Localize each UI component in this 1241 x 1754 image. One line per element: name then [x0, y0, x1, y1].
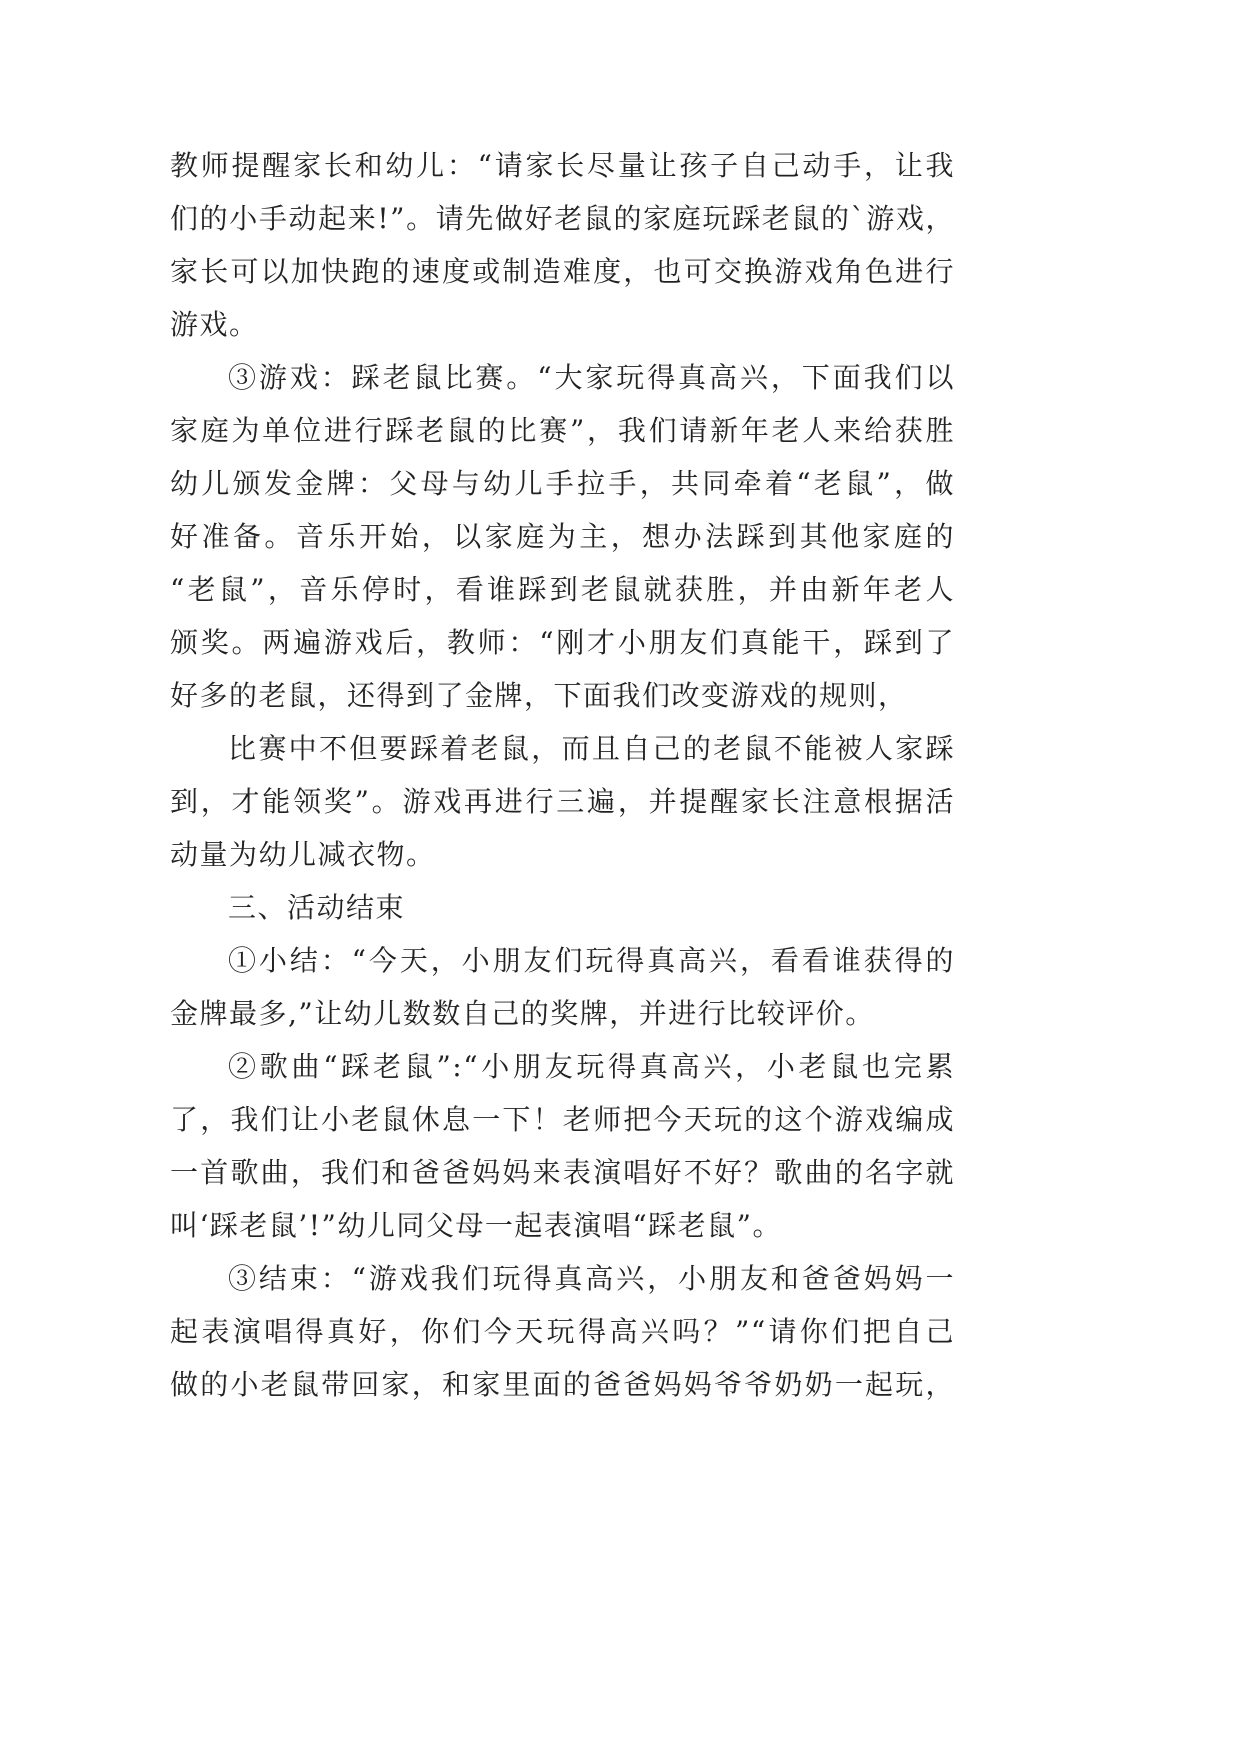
- text-line: 教师提醒家长和幼儿：“请家长尽量让孩子自己动手，让我: [170, 149, 955, 182]
- text-line: 颁奖。两遍游戏后，教师：“刚才小朋友们真能干，踩到了: [170, 626, 955, 659]
- text-line: “老鼠”，音乐停时，看谁踩到老鼠就获胜，并由新年老人: [170, 573, 955, 606]
- text-line: ③结束：“游戏我们玩得真高兴，小朋友和爸爸妈妈一: [228, 1262, 955, 1295]
- paragraph: [170, 1252, 955, 1411]
- text-line: 比赛中不但要踩着老鼠，而且自己的老鼠不能被人家踩: [228, 732, 955, 765]
- paragraph: [170, 934, 955, 1040]
- text-line: 们的小手动起来!”。请先做好老鼠的家庭玩踩老鼠的`游戏，: [170, 202, 955, 235]
- text-line: 家庭为单位进行踩老鼠的比赛”，我们请新年老人来给获胜: [170, 414, 955, 447]
- text-line: 起表演唱得真好，你们今天玩得高兴吗？”“请你们把自己: [170, 1315, 955, 1348]
- section-heading: 三、活动结束: [228, 891, 406, 924]
- text-line: 到，才能领奖”。游戏再进行三遍，并提醒家长注意根据活: [170, 785, 955, 818]
- paragraph: [170, 351, 955, 722]
- text-line: 叫‘踩老鼠’!”幼儿同父母一起表演唱“踩老鼠”。: [170, 1209, 782, 1242]
- paragraph: [170, 1040, 955, 1252]
- text-line: ③游戏：踩老鼠比赛。“大家玩得真高兴，下面我们以: [228, 361, 955, 394]
- paragraph: [170, 881, 955, 934]
- paragraph: [170, 139, 955, 351]
- text-line: 动量为幼儿减衣物。: [170, 838, 436, 871]
- text-line: 了，我们让小老鼠休息一下！老师把今天玩的这个游戏编成: [170, 1103, 955, 1136]
- page-body: [170, 139, 955, 1411]
- text-line: 好准备。音乐开始，以家庭为主，想办法踩到其他家庭的: [170, 520, 955, 553]
- text-line: ①小结：“今天，小朋友们玩得真高兴，看看谁获得的: [228, 944, 955, 977]
- text-line: 一首歌曲，我们和爸爸妈妈来表演唱好不好？歌曲的名字就: [170, 1156, 955, 1189]
- text-line: 游戏。: [170, 308, 259, 341]
- paragraph: [170, 722, 955, 881]
- text-line: 幼儿颁发金牌：父母与幼儿手拉手，共同牵着“老鼠”，做: [170, 467, 955, 500]
- text-line: 做的小老鼠带回家，和家里面的爸爸妈妈爷爷奶奶一起玩，: [170, 1368, 955, 1401]
- text-line: 金牌最多,”让幼儿数数自己的奖牌，并进行比较评价。: [170, 997, 875, 1030]
- text-line: 好多的老鼠，还得到了金牌，下面我们改变游戏的规则，: [170, 679, 908, 712]
- text-line: 家长可以加快跑的速度或制造难度，也可交换游戏角色进行: [170, 255, 955, 288]
- text-line: ②歌曲“踩老鼠”:“小朋友玩得真高兴，小老鼠也完累: [228, 1050, 955, 1083]
